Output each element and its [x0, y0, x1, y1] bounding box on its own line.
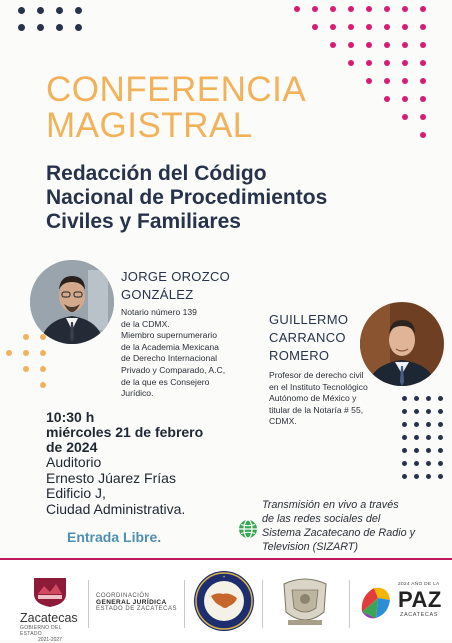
- decor-dot: [40, 366, 46, 372]
- decor-dot: [402, 96, 408, 102]
- decor-dot: [330, 42, 336, 48]
- decor-dot: [438, 435, 443, 440]
- decor-dot: [330, 60, 336, 66]
- decor-dot: [312, 42, 318, 48]
- speaker-1-bio-line: Notario número 139: [121, 307, 197, 317]
- decor-dot: [294, 6, 300, 12]
- event-date-line-2: de 2024: [46, 439, 98, 455]
- decor-dot: [438, 448, 443, 453]
- decor-dot: [330, 6, 336, 12]
- speaker-1-name-line-1: JORGE OROZCO: [121, 269, 231, 284]
- decor-dot: [40, 382, 46, 388]
- decor-dot: [402, 42, 408, 48]
- decor-dot: [402, 461, 407, 466]
- decor-dot: [384, 24, 390, 30]
- decor-dot: [426, 422, 431, 427]
- coord-line-1: COORDINACIÓN: [96, 593, 150, 599]
- decor-dot: [426, 435, 431, 440]
- speaker-1-bio-line: Privado y Comparado, A.C,: [121, 364, 226, 375]
- decor-dot: [348, 96, 354, 102]
- decor-dot: [294, 114, 300, 120]
- decor-dot: [414, 409, 419, 414]
- decor-dot: [414, 435, 419, 440]
- decor-dot: [330, 96, 336, 102]
- speaker-2-name-line-3: ROMERO: [269, 348, 330, 363]
- decor-dot: [330, 78, 336, 84]
- subtitle-line-2: Nacional de Procedimientos: [46, 186, 328, 209]
- decor-dot: [414, 448, 419, 453]
- decor-dot: [384, 6, 390, 12]
- event-date-line-1: miércoles 21 de febrero: [46, 424, 204, 440]
- decor-dot: [402, 474, 407, 479]
- decor-dot: [330, 132, 336, 138]
- entrada-libre-label: Entrada Libre.: [67, 529, 162, 545]
- decor-dot: [75, 7, 82, 14]
- transmission-line: Transmisión en vivo a través: [262, 499, 399, 511]
- event-place-line: Auditorio: [46, 454, 102, 470]
- decor-dot: [56, 7, 63, 14]
- title-line-2: MAGISTRAL: [46, 106, 253, 145]
- person-silhouette-icon: [30, 260, 114, 344]
- transmission-line: Sistema Zacatecano de Radio y: [262, 527, 416, 539]
- speaker-1-bio-line: de la que es Consejero: [121, 376, 210, 387]
- paz-small: 2024 AÑO DE LA: [398, 582, 440, 587]
- footer-logos: [0, 560, 452, 643]
- speaker-2-bio: [269, 370, 409, 428]
- decor-dot: [402, 132, 408, 138]
- decor-dot: [23, 382, 29, 388]
- decor-dot: [18, 24, 25, 31]
- event-time: 10:30 h: [46, 409, 95, 425]
- decor-dot: [37, 7, 44, 14]
- zacatecas-logo: [20, 574, 80, 643]
- decor-dot: [366, 42, 372, 48]
- svg-text:✦: ✦: [222, 574, 226, 579]
- coord-line-2: GENERAL JURÍDICA: [96, 599, 167, 606]
- speaker-1-photo: [30, 260, 114, 344]
- decor-dot: [420, 60, 426, 66]
- decor-dot: [348, 114, 354, 120]
- notariado-seal-icon: [193, 570, 255, 632]
- decor-dot: [420, 96, 426, 102]
- notariado-seal-logo: [193, 570, 255, 632]
- coordinacion-logo: [96, 593, 184, 612]
- decor-dot: [426, 474, 431, 479]
- decor-dot: [23, 350, 29, 356]
- decor-dot: [402, 60, 408, 66]
- zacatecas-name: Zacatecas: [20, 611, 78, 625]
- decor-dot: [23, 334, 29, 340]
- speaker-2-name-line-2: CARRANCO: [269, 330, 346, 345]
- decor-dot: [366, 60, 372, 66]
- decor-dot: [348, 78, 354, 84]
- decor-dot: [384, 114, 390, 120]
- globe-icon: [238, 519, 258, 539]
- decor-dot: [402, 78, 408, 84]
- speaker-2-bio-line: Autónomo de México y: [269, 393, 357, 404]
- decor-dot: [18, 7, 25, 14]
- decor-dot: [426, 448, 431, 453]
- university-crest-logo: [274, 572, 336, 630]
- decor-dot: [420, 78, 426, 84]
- decor-dot: [384, 96, 390, 102]
- decor-dot: [420, 42, 426, 48]
- decor-dot: [438, 461, 443, 466]
- decor-dot: [37, 24, 44, 31]
- decor-dot: [348, 24, 354, 30]
- footer-separator: [184, 580, 185, 628]
- decor-dot: [420, 114, 426, 120]
- decor-dot: [6, 350, 12, 356]
- paz-big: PAZ: [398, 587, 442, 612]
- speaker-1-bio-line: de Derecho Internacional: [121, 353, 218, 364]
- speaker-1-bio-line: Jurídico.: [121, 388, 154, 399]
- decor-dot: [312, 114, 318, 120]
- decor-dot: [330, 24, 336, 30]
- speaker-2-name-line-1: GUILLERMO: [269, 312, 349, 327]
- decor-dot: [56, 24, 63, 31]
- decor-dot: [294, 24, 300, 30]
- decor-dot: [40, 350, 46, 356]
- zacatecas-sub-2: 2021-2027: [38, 637, 62, 643]
- decor-dot: [366, 132, 372, 138]
- decor-dot: [366, 78, 372, 84]
- decor-dot: [6, 318, 12, 324]
- event-place-line: Ciudad Administrativa.: [46, 500, 186, 517]
- decor-dot: [312, 6, 318, 12]
- decor-dot: [348, 6, 354, 12]
- decor-dot: [426, 409, 431, 414]
- decor-dot: [294, 132, 300, 138]
- event-place-line: Ernesto Júarez Frías: [46, 469, 176, 486]
- decor-dot: [438, 396, 443, 401]
- decor-dot: [348, 42, 354, 48]
- transmission-line: de las redes sociales del: [262, 513, 381, 525]
- paz-sub: ZACATECAS: [400, 612, 438, 618]
- event-place-line: Edificio J,: [46, 485, 106, 501]
- decor-dot: [312, 78, 318, 84]
- decor-dot: [384, 132, 390, 138]
- decor-dot: [402, 435, 407, 440]
- decor-dot: [402, 6, 408, 12]
- footer-separator: [262, 580, 263, 628]
- footer-separator: [349, 580, 350, 628]
- decor-dot: [384, 60, 390, 66]
- speaker-1-bio-line: Miembro supernumerario: [121, 330, 217, 341]
- speaker-2-bio-line: en el Instituto Tecnológico: [269, 381, 368, 392]
- decor-dot: [402, 448, 407, 453]
- decor-dot: [420, 6, 426, 12]
- zacatecas-shield-icon: [30, 574, 70, 608]
- decor-dot: [438, 474, 443, 479]
- speaker-1-bio-line: de la Academia Mexicana: [121, 341, 219, 352]
- decor-dot: [366, 24, 372, 30]
- decor-dot: [414, 422, 419, 427]
- decor-dot: [420, 24, 426, 30]
- decor-dot: [438, 422, 443, 427]
- decor-dot: [402, 24, 408, 30]
- decor-dot: [312, 132, 318, 138]
- decor-dot: [414, 461, 419, 466]
- decor-dot: [384, 42, 390, 48]
- decor-dot: [426, 396, 431, 401]
- decor-dot: [366, 96, 372, 102]
- decor-dot: [294, 42, 300, 48]
- zacatecas-sub-1: GOBIERNO DEL ESTADO: [20, 625, 62, 637]
- subtitle-line-1: Redacción del Código: [46, 162, 267, 185]
- decor-dot: [366, 114, 372, 120]
- speaker-2-bio-line: CDMX.: [269, 416, 297, 427]
- university-crest-icon: [274, 572, 336, 630]
- decor-dot: [6, 382, 12, 388]
- decor-dot: [23, 318, 29, 324]
- decor-dot: [23, 366, 29, 372]
- decor-dot: [330, 114, 336, 120]
- speaker-1-bio: [121, 307, 271, 400]
- decor-dot: [426, 461, 431, 466]
- paz-logo: [358, 578, 448, 628]
- speaker-1-bio-line: de la CDMX.: [121, 318, 170, 329]
- decor-dot: [384, 78, 390, 84]
- event-place: [46, 455, 185, 517]
- decor-dot: [6, 334, 12, 340]
- decor-dot: [348, 60, 354, 66]
- title-line-1: CONFERENCIA: [46, 70, 307, 109]
- decor-dot: [312, 60, 318, 66]
- decor-dot: [366, 6, 372, 12]
- decor-dot: [75, 24, 82, 31]
- decor-dot: [414, 396, 419, 401]
- speaker-1-name-line-2: GONZÁLEZ: [121, 287, 194, 302]
- speaker-2-bio-line: Profesor de derecho civil: [269, 370, 364, 380]
- decor-dot: [414, 474, 419, 479]
- decor-dot: [420, 132, 426, 138]
- subtitle-line-3: Civiles y Familiares: [46, 210, 241, 233]
- coord-line-3: ESTADO DE ZACATECAS: [96, 606, 177, 612]
- footer-separator: [88, 580, 89, 628]
- decor-dot: [348, 132, 354, 138]
- decor-dot: [438, 409, 443, 414]
- decor-dot: [402, 114, 408, 120]
- transmission-line: Television (SIZART): [262, 541, 359, 553]
- speaker-2-bio-line: titular de la Notaría # 55,: [269, 404, 364, 415]
- navy-dots-decoration: [18, 7, 82, 31]
- paz-dove-icon: [358, 582, 392, 622]
- decor-dot: [312, 96, 318, 102]
- decor-dot: [312, 24, 318, 30]
- decor-dot: [294, 60, 300, 66]
- transmission-text: [262, 498, 447, 554]
- pink-dots-decoration: [294, 6, 426, 138]
- decor-dot: [6, 366, 12, 372]
